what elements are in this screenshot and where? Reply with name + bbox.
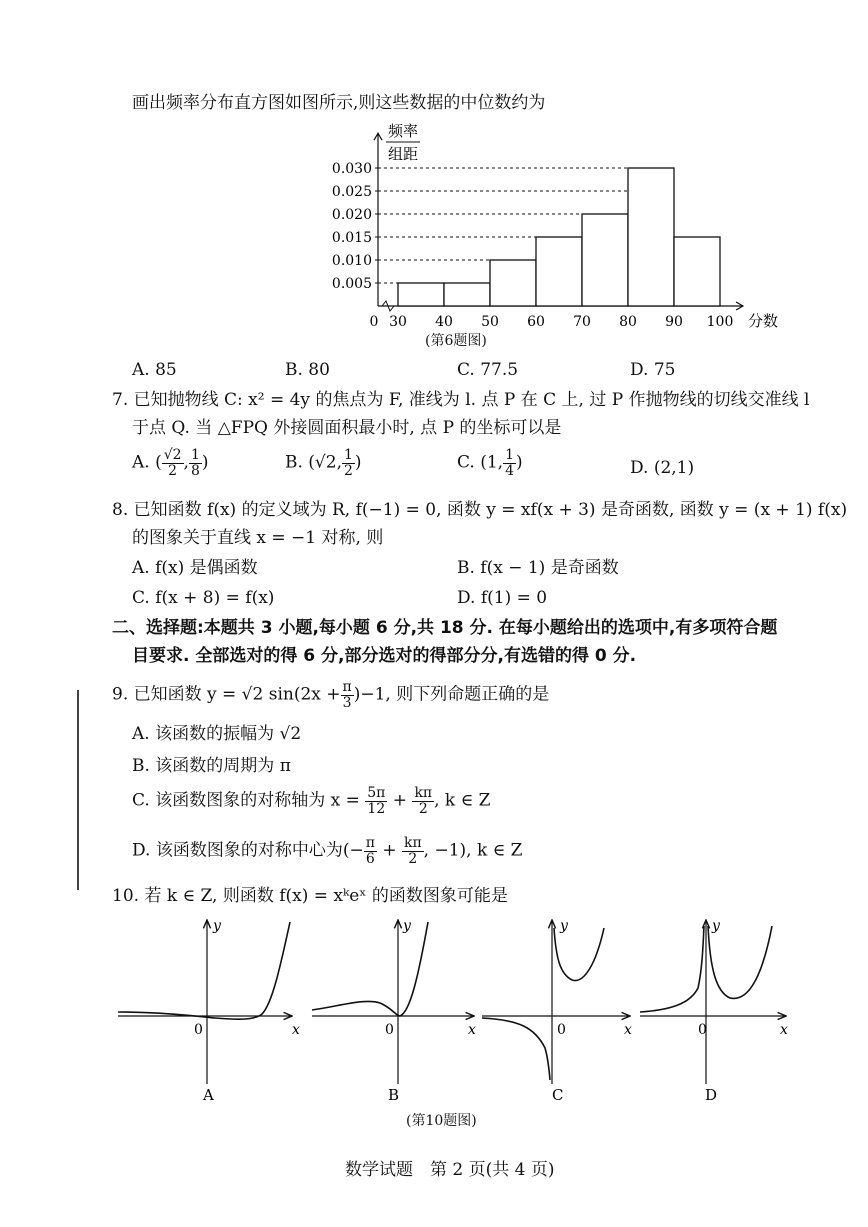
q6-caption: (第6题图) <box>425 333 487 349</box>
graph-c-y: y <box>560 918 568 934</box>
q6-option-a: A. 85 <box>132 360 177 380</box>
graph-b <box>312 918 476 1104</box>
graph-c-curve-right <box>554 928 604 981</box>
q6-stem: 画出频率分布直方图如图所示,则这些数据的中位数约为 <box>132 93 546 113</box>
hist-y-tick-label: 0.025 <box>331 184 372 200</box>
q6-option-c: C. 77.5 <box>457 360 519 380</box>
graph-c <box>482 918 632 1104</box>
graph-b-o: 0 <box>385 1022 394 1038</box>
graph-d-x: x <box>780 1022 788 1038</box>
q7-option-d: D. (2,1) <box>630 458 695 478</box>
hist-bar <box>582 214 628 306</box>
graph-b-label: B <box>388 1086 400 1104</box>
graph-c-o: 0 <box>557 1022 566 1038</box>
q10-caption: (第10题图) <box>406 1113 477 1129</box>
hist-x-label: 分数 <box>748 312 779 330</box>
section2-line2: 目要求. 全部选对的得 6 分,部分选对的得部分分,有选错的得 0 分. <box>132 646 637 666</box>
hist-bar <box>444 283 490 306</box>
q9-option-b: B. 该函数的周期为 π <box>132 756 291 776</box>
graph-c-label: C <box>552 1086 564 1104</box>
graph-d-curve-right <box>708 926 772 998</box>
hist-x-tick-label: 60 <box>527 314 545 330</box>
hist-y-label-top: 频率 <box>387 122 419 140</box>
q8-line1: 8. 已知函数 f(x) 的定义域为 R, f(−1) = 0, 函数 y = xf(x + 3) 是奇函数, 函数 y = (x + 1) f(x) <box>112 500 848 520</box>
hist-x-tick-label: 40 <box>435 314 453 330</box>
q7-line1: 7. 已知抛物线 C: x² = 4y 的焦点为 F, 准线为 l. 点 P 在 C 上, 过 P 作抛物线的切线交准线 l <box>112 390 810 410</box>
q7-option-c: C. (1, $\frac{1}{4}$ ) <box>457 447 523 479</box>
hist-bar <box>490 260 536 306</box>
q9-option-d: D. 该函数图象的对称中心为(− $\frac{\pi}{6}$ + $\frac{k\pi}{2}$ , −1), k ∈ Z <box>132 835 523 867</box>
graph-a-y: y <box>213 918 221 934</box>
q6-option-d: D. 75 <box>630 360 676 380</box>
hist-x-tick-label: 100 <box>706 314 734 330</box>
graph-d-label: D <box>705 1086 718 1104</box>
graph-d-o: 0 <box>698 1022 707 1038</box>
q10-stem: 10. 若 k ∈ Z, 则函数 f(x) = xᵏeˣ 的函数图象可能是 <box>112 886 508 906</box>
graph-a-label: A <box>203 1086 214 1104</box>
q6-option-b: B. 80 <box>285 360 330 380</box>
q8-option-c: C. f(x + 8) = f(x) <box>132 588 275 608</box>
graph-c-curve-left <box>482 1018 550 1080</box>
q7-line2: 于点 Q. 当 △FPQ 外接圆面积最小时, 点 P 的坐标可以是 <box>132 418 562 438</box>
hist-y-tick-label: 0.005 <box>331 276 372 292</box>
q9-option-a: A. 该函数的振幅为 √2 <box>132 724 302 744</box>
graph-a <box>118 918 300 1104</box>
hist-bar <box>674 237 720 306</box>
q8-option-b: B. f(x − 1) 是奇函数 <box>457 558 619 578</box>
q7-option-b: B. (√2, $\frac{1}{2}$ ) <box>285 447 362 479</box>
hist-y-tick-label: 0.020 <box>331 207 372 223</box>
graph-d-curve-left <box>640 926 704 1012</box>
hist-bar <box>398 283 444 306</box>
graph-b-x: x <box>468 1022 476 1038</box>
q9-option-c: C. 该函数图象的对称轴为 x = $\frac{5\pi}{12}$ + $\frac{k\pi}{2}$ , k ∈ Z <box>132 785 491 817</box>
graph-b-curve <box>312 922 428 1016</box>
graph-b-y: y <box>403 918 411 934</box>
q9-stem: 9. 已知函数 y = √2 sin(2x + $\frac{\pi}{3}$ )−1, 则下列命题正确的是 <box>112 679 550 711</box>
hist-x-tick-label: 70 <box>573 314 591 330</box>
hist-y-tick-label: 0.015 <box>331 230 372 246</box>
hist-y-tick-label: 0.030 <box>331 161 372 177</box>
hist-x-tick-label: 30 <box>389 314 407 330</box>
graph-c-x: x <box>624 1022 632 1038</box>
graph-a-curve <box>118 922 290 1019</box>
graph-a-o: 0 <box>194 1022 203 1038</box>
q8-option-d: D. f(1) = 0 <box>457 588 548 608</box>
q7-option-a: A. ( $\frac{√2}{2}$ , $\frac{1}{8}$ ) <box>132 447 209 479</box>
hist-bar <box>536 237 582 306</box>
hist-origin-label: 0 <box>369 314 379 330</box>
q8-line2: 的图象关于直线 x = −1 对称, 则 <box>132 528 384 548</box>
hist-y-tick-label: 0.010 <box>331 253 372 269</box>
graph-a-x: x <box>292 1022 300 1038</box>
hist-y-label-bottom: 组距 <box>387 145 419 163</box>
page-footer: 数学试题 第 2 页(共 4 页) <box>345 1160 555 1180</box>
margin-line <box>77 690 79 890</box>
section2-line1: 二、选择题:本题共 3 小题,每小题 6 分,共 18 分. 在每小题给出的选项中,有多项符合题 <box>112 618 778 638</box>
hist-x-tick-label: 80 <box>619 314 637 330</box>
hist-bar <box>628 168 674 306</box>
graph-d <box>640 918 788 1104</box>
q8-option-a: A. f(x) 是偶函数 <box>132 558 258 578</box>
hist-x-tick-label: 90 <box>665 314 683 330</box>
hist-x-tick-label: 50 <box>481 314 499 330</box>
function-graphs <box>0 908 868 1108</box>
graph-d-y: y <box>712 918 720 934</box>
